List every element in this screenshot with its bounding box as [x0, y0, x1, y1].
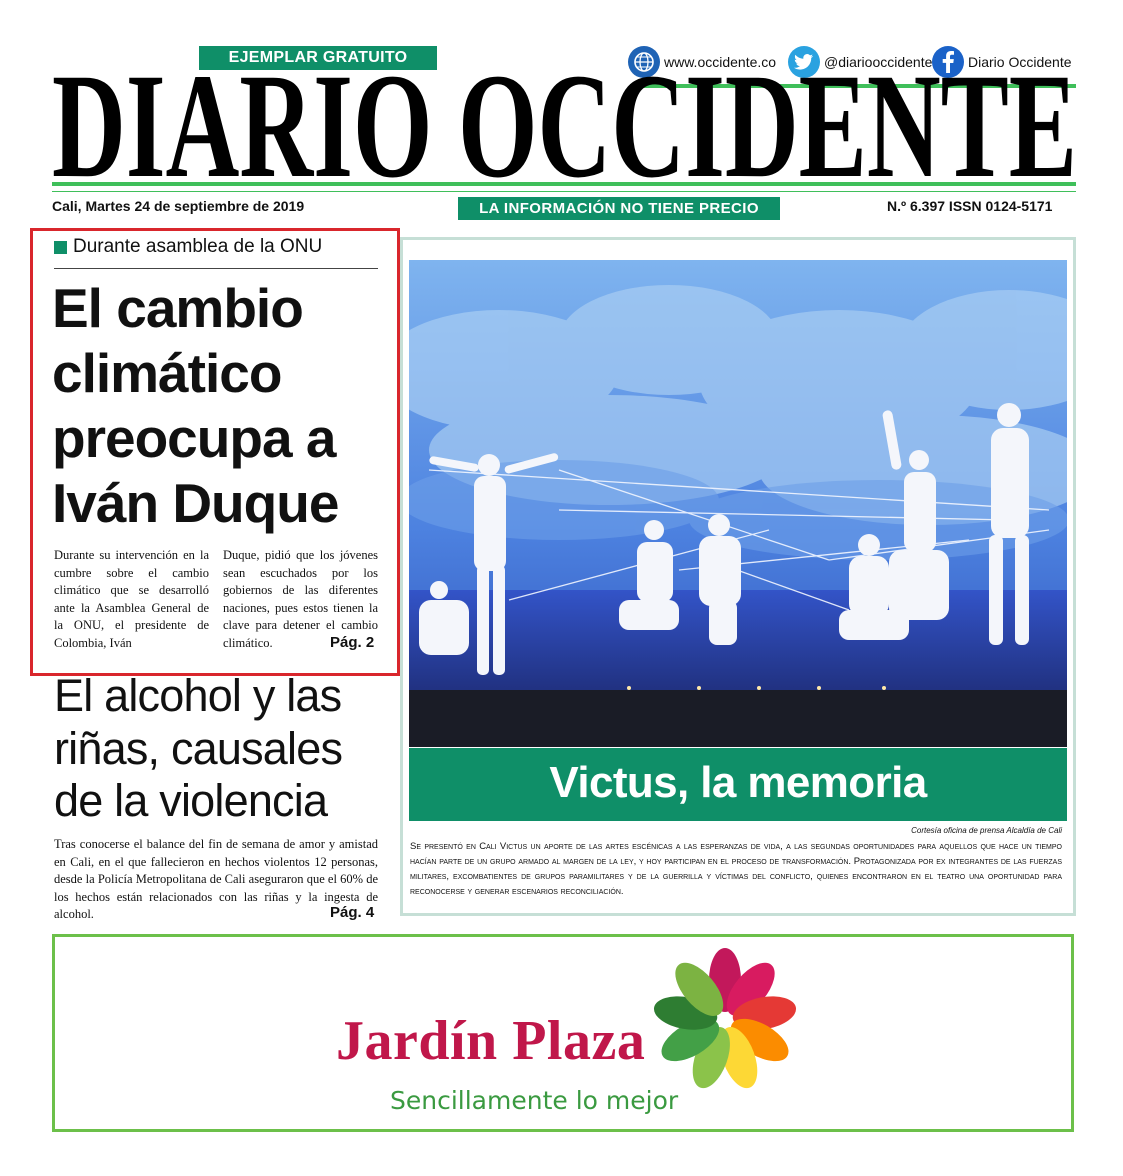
second-story-body: Tras conocerse el balance del fin de semana de amor y amistad en Cali, en el que fallecieron en hechos violentos 12 personas, desde la Policía Metropolitana de Cali aseguraron que el 60% de los hechos están relacionados con las riñas y la ingesta de alcohol. — [54, 837, 378, 921]
issue-date: Cali, Martes 24 de septiembre de 2019 — [52, 198, 305, 214]
lead-story-body-col1: Durante su intervención en la cumbre sobre el cambio climático que se desarrolló ante la Asamblea General de la ONU, el presidente de Colombia, Iván — [54, 548, 209, 650]
motto-badge: LA INFORMACIÓN NO TIENE PRECIO — [458, 197, 780, 220]
lead-story-kicker — [54, 236, 322, 258]
photo-story-banner[interactable]: Victus, la memoria — [409, 748, 1067, 821]
lead-story-body-col2: Duque, pidió que los jóvenes sean escuchados por los gobiernos de las diferentes naciones, pues estos tienen la clave para detener el cambio climático. — [223, 548, 378, 650]
issue-number: N.º 6.397 ISSN 0124-5171 — [887, 198, 1053, 214]
free-copy-badge: EJEMPLAR GRATUITO — [199, 46, 437, 70]
theater-photo[interactable] — [409, 260, 1067, 747]
kicker-bullet-icon — [54, 241, 67, 254]
newspaper-title — [52, 46, 1077, 180]
second-story-headline[interactable]: El alcohol y las riñas, causales de la violencia — [54, 670, 343, 827]
twitter-label: @diariooccidente — [824, 54, 933, 70]
flower-logo-icon — [630, 945, 820, 1095]
lead-story-page-ref[interactable]: Pág. 2 — [330, 634, 375, 651]
kicker-divider — [54, 268, 378, 269]
kicker-text: Durante asamblea de la ONU — [73, 236, 323, 257]
second-story-page-ref[interactable]: Pág. 4 — [330, 904, 375, 921]
photo-credit: Cortesía oficina de prensa Alcaldía de Cali — [911, 826, 1062, 835]
lead-story-headline[interactable]: El cambio climático preocupa a Iván Duque — [52, 277, 339, 534]
svg-text:DIARIO OCCIDENTE: DIARIO OCCIDENTE — [52, 46, 1077, 180]
masthead-bottom-rule — [52, 182, 1076, 186]
ad-slogan: Sencillamente lo mejor — [390, 1086, 679, 1115]
ad-brand-name: Jardín Plaza — [336, 1010, 646, 1072]
facebook-label: Diario Occidente — [968, 54, 1072, 70]
website-label: www.occidente.co — [664, 54, 777, 70]
photo-caption: Se presentó en Cali Victus un aporte de las artes escénicas a las esperanzas de vida, a las segundas oportunidades para aquellos que hace un tiempo hacían parte de un grupo armado al margen de la ley, y hoy participan en el proceso de transformación. Protagonizada por ex integrantes de las fuerzas militares, excombatientes de grupos paramilitares y de la guerrilla y víctimas del conflicto, quienes encontraron en el teatro una oportunidad para reconocerse y generar escenarios reconciliación. — [410, 841, 1062, 897]
masthead-thin-rule — [52, 191, 1076, 192]
